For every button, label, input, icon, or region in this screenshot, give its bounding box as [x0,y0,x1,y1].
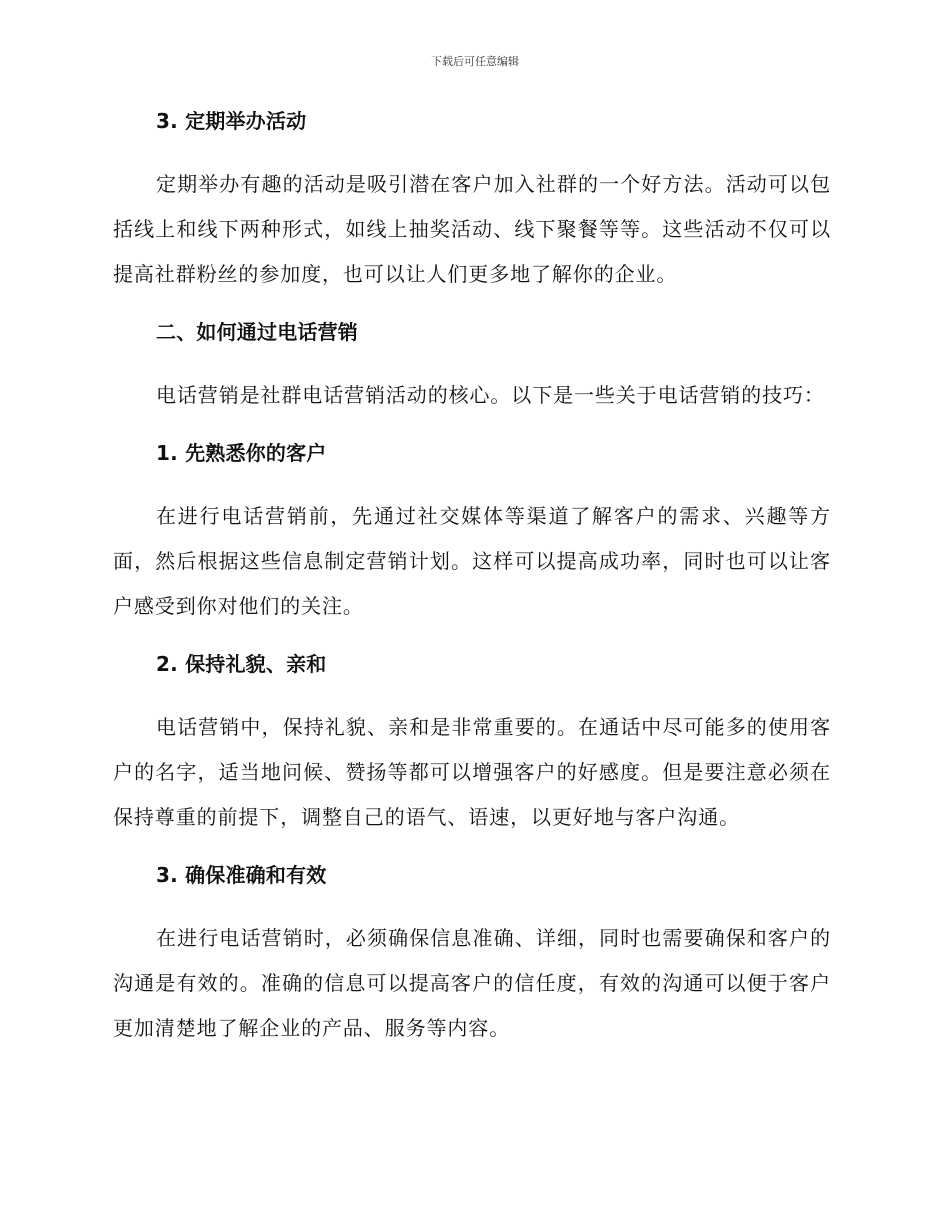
document-body [113,108,831,1051]
paragraph-phone-marketing-intro: 电话营销是社群电话营销活动的核心。以下是一些关于电话营销的技巧： [156,383,825,407]
paragraph-accurate-effective: 在进行电话营销时，必须确保信息准确、详细，同时也需要确保和客户的沟通是有效的。准确的信息可以提高客户的信任度，有效的沟通可以便于客户更加清楚地了解企业的产品、服务等内容。 [113,926,831,1040]
section-heading-regular-events: 3. 定期举办活动 [156,109,307,133]
header-note: 下载后可任意编辑 [431,55,519,68]
paragraph-regular-events: 定期举办有趣的活动是吸引潜在客户加入社群的一个好方法。活动可以包括线上和线下两种形式，如线上抽奖活动、线下聚餐等等。这些活动不仅可以提高社群粉丝的参加度，也可以让人们更多地了解你的企业。 [113,172,831,286]
section-heading-phone-marketing: 二、如何通过电话营销 [156,320,358,344]
paragraph-know-customer: 在进行电话营销前，先通过社交媒体等渠道了解客户的需求、兴趣等方面，然后根据这些信息制定营销计划。这样可以提高成功率，同时也可以让客户感受到你对他们的关注。 [113,504,831,618]
section-heading-accurate-effective: 3. 确保准确和有效 [156,863,327,887]
section-heading-know-customer: 1. 先熟悉你的客户 [156,441,327,465]
section-heading-be-polite: 2. 保持礼貌、亲和 [156,652,327,676]
paragraph-be-polite: 电话营销中，保持礼貌、亲和是非常重要的。在通话中尽可能多的使用客户的名字，适当地问候、赞扬等都可以增强客户的好感度。但是要注意必须在保持尊重的前提下，调整自己的语气、语速，以更好地与客户沟通。 [113,715,831,829]
